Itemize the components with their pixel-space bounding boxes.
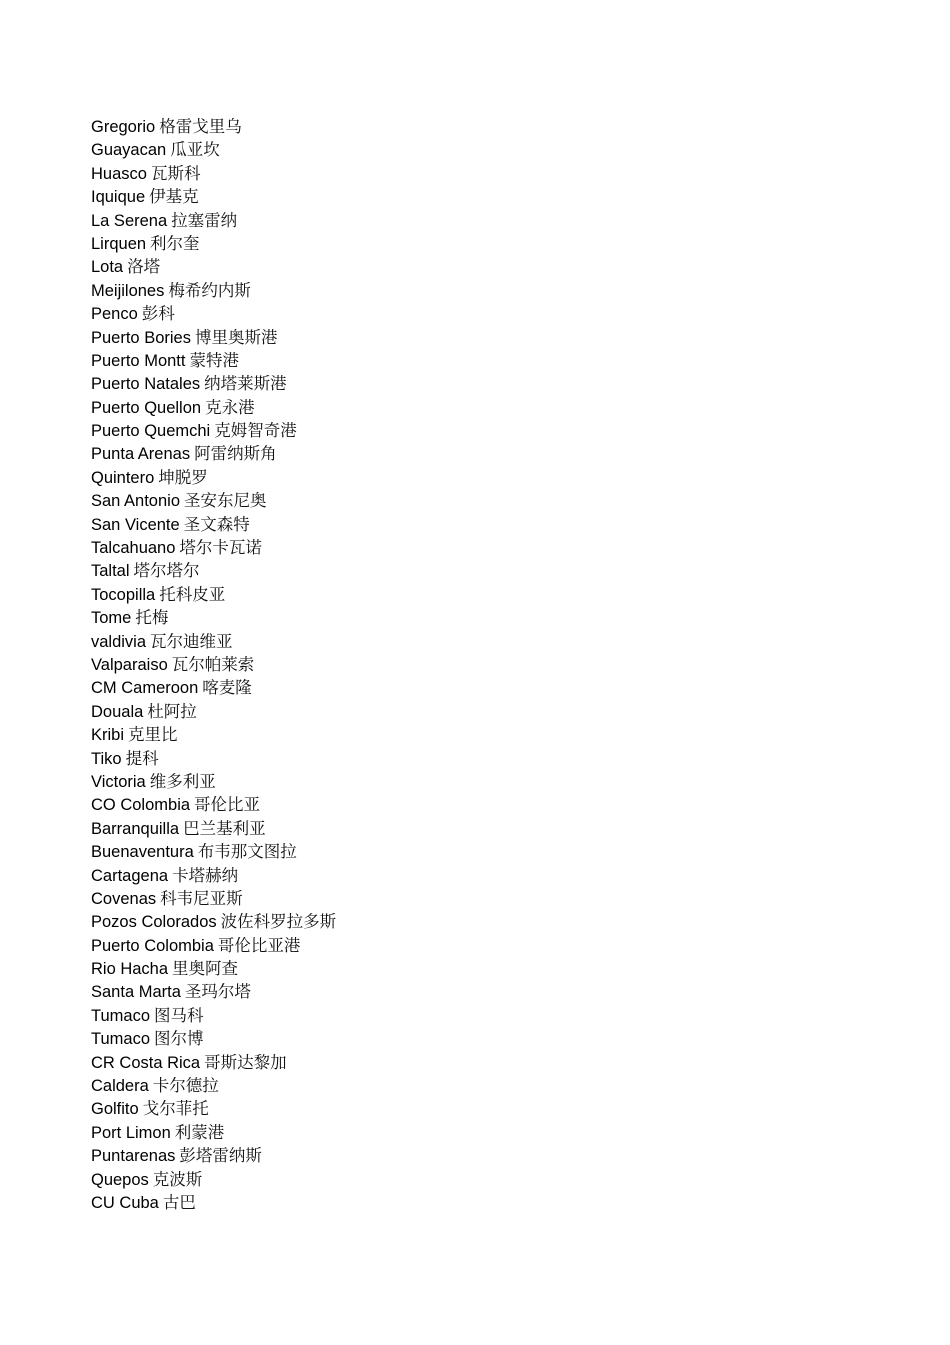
port-name-english: Port Limon (91, 1123, 171, 1142)
list-item (91, 419, 336, 442)
port-name-english: Tocopilla (91, 585, 156, 604)
port-name-chinese: 纳塔莱斯港 (204, 374, 287, 394)
list-item (91, 1027, 336, 1050)
port-name-english: CM Cameroon (91, 679, 199, 698)
port-name-english: Rio Hacha (91, 960, 169, 979)
list-item (91, 138, 336, 161)
port-name-english: Buenaventura (91, 843, 194, 862)
port-name-english: Valparaiso (91, 655, 168, 674)
port-name-chinese: 喀麦隆 (202, 678, 252, 698)
port-name-english: Victoria (91, 772, 146, 791)
port-name-chinese: 卡塔赫纳 (172, 865, 239, 885)
port-name-english: Puerto Colombia (91, 936, 214, 955)
list-item (91, 513, 336, 536)
list-item (91, 840, 336, 863)
port-name-english: San Vicente (91, 515, 180, 534)
port-name-chinese: 克姆智奇港 (214, 421, 297, 441)
port-name-english: Gregorio (91, 118, 156, 136)
list-item (91, 396, 336, 419)
list-item (91, 630, 336, 653)
port-name-english: Tumaco (91, 1030, 150, 1049)
port-name-english: Puerto Montt (91, 351, 186, 370)
list-item (91, 910, 336, 933)
port-name-chinese: 克波斯 (152, 1169, 203, 1189)
port-name-chinese: 波佐科罗拉多斯 (220, 912, 337, 932)
port-name-chinese: 维多利亚 (149, 771, 216, 791)
list-item (91, 559, 336, 582)
port-name-chinese: 克里比 (128, 725, 178, 745)
list-item (91, 279, 336, 302)
port-name-english: Pozos Colorados (91, 913, 217, 932)
port-name-chinese: 戈尔菲托 (142, 1099, 209, 1119)
list-item (91, 1097, 336, 1120)
port-name-chinese: 卡尔德拉 (152, 1076, 219, 1096)
port-name-english: Puerto Natales (91, 375, 201, 394)
list-item (91, 255, 336, 278)
list-item (91, 466, 336, 489)
list-item (91, 583, 336, 606)
port-name-english: Caldera (91, 1077, 149, 1096)
port-name-english: Guayacan (91, 141, 167, 160)
list-item (91, 606, 336, 629)
port-name-chinese: 拉塞雷纳 (171, 210, 238, 230)
port-name-chinese: 哥伦比亚港 (217, 935, 301, 955)
port-name-english: Cartagena (91, 866, 169, 885)
list-item (91, 372, 336, 395)
port-name-chinese: 利蒙港 (174, 1122, 225, 1142)
port-name-english: Puerto Quellon (91, 398, 202, 417)
port-name-chinese: 彭塔雷纳斯 (179, 1146, 262, 1166)
port-name-english: Quepos (91, 1170, 149, 1189)
list-item (91, 957, 336, 980)
port-name-chinese: 科韦尼亚斯 (160, 888, 243, 908)
list-item (91, 185, 336, 208)
port-name-chinese: 哥伦比亚 (194, 795, 261, 815)
port-name-chinese: 克永港 (205, 397, 255, 417)
port-name-english: Barranquilla (91, 819, 180, 838)
list-item (91, 209, 336, 232)
port-name-english: Lirquen (91, 234, 147, 253)
port-name-chinese: 蒙特港 (189, 350, 239, 370)
port-name-english: CU Cuba (91, 1193, 159, 1212)
port-name-chinese: 利尔奎 (150, 233, 200, 253)
list-item (91, 1004, 336, 1027)
port-name-english: Meijilones (91, 281, 165, 300)
port-name-english: Golfito (91, 1100, 139, 1119)
port-name-chinese: 塔尔塔尔 (133, 561, 200, 581)
port-name-english: Tiko (91, 749, 122, 768)
list-item (91, 1074, 336, 1097)
port-name-chinese: 阿雷纳斯角 (194, 444, 277, 464)
port-name-english: Tome (91, 609, 132, 628)
port-name-english: Taltal (91, 562, 130, 581)
port-name-english: CR Costa Rica (91, 1053, 201, 1072)
list-item (91, 349, 336, 372)
port-name-english: Penco (91, 305, 138, 324)
port-name-english: Iquique (91, 188, 146, 207)
list-item (91, 980, 336, 1003)
list-item (91, 442, 336, 465)
port-name-chinese: 洛塔 (127, 257, 161, 277)
port-name-english: Puerto Quemchi (91, 422, 211, 441)
list-item (91, 115, 336, 138)
port-name-english: Kribi (91, 726, 125, 745)
list-item (91, 162, 336, 185)
list-item (91, 489, 336, 512)
port-name-chinese: 瓦尔帕莱索 (171, 654, 255, 674)
port-name-chinese: 巴兰基利亚 (183, 818, 266, 838)
port-name-english: Talcahuano (91, 539, 176, 558)
port-name-chinese: 图尔博 (154, 1029, 204, 1049)
port-name-chinese: 杜阿拉 (147, 701, 197, 721)
list-item (91, 653, 336, 676)
port-name-chinese: 圣文森特 (183, 514, 250, 534)
port-name-chinese: 里奥阿查 (172, 959, 239, 979)
port-name-chinese: 瓦尔迪维亚 (150, 631, 233, 651)
port-name-chinese: 提科 (125, 748, 159, 768)
port-name-english: Quintero (91, 468, 155, 487)
list-item (91, 817, 336, 840)
list-item (91, 723, 336, 746)
port-name-english: Huasco (91, 164, 147, 183)
list-item (91, 864, 336, 887)
list-item (91, 1191, 336, 1214)
port-name-english: Covenas (91, 889, 157, 908)
port-name-chinese: 古巴 (162, 1192, 196, 1212)
list-item (91, 302, 336, 325)
port-name-english: Tumaco (91, 1006, 150, 1025)
list-item (91, 747, 336, 770)
port-name-english: San Antonio (91, 492, 180, 511)
list-item (91, 793, 336, 816)
port-name-chinese: 博里奥斯港 (194, 327, 278, 347)
list-item (91, 934, 336, 957)
port-name-english: valdivia (91, 632, 147, 651)
port-name-chinese: 伊基克 (149, 187, 199, 207)
port-name-list (91, 115, 336, 1214)
port-name-chinese: 哥斯达黎加 (204, 1052, 287, 1072)
port-name-chinese: 塔尔卡瓦诺 (179, 538, 262, 558)
list-item (91, 676, 336, 699)
port-name-chinese: 彭科 (141, 304, 175, 324)
port-name-english: Lota (91, 258, 124, 277)
port-name-english: Puntarenas (91, 1147, 176, 1166)
port-name-chinese: 托科皮亚 (159, 584, 226, 604)
port-name-english: La Serena (91, 211, 168, 230)
port-name-chinese: 瓜亚坎 (170, 140, 220, 160)
list-item (91, 770, 336, 793)
port-name-chinese: 梅希约内斯 (168, 280, 251, 300)
port-name-chinese: 圣安东尼奥 (184, 491, 267, 511)
list-item (91, 326, 336, 349)
port-name-chinese: 布韦那文图拉 (197, 842, 297, 862)
list-item (91, 1051, 336, 1074)
list-item (91, 1168, 336, 1191)
port-name-chinese: 图马科 (154, 1005, 204, 1025)
list-item (91, 536, 336, 559)
port-name-chinese: 格雷戈里乌 (159, 117, 242, 136)
list-item (91, 1121, 336, 1144)
port-name-chinese: 圣玛尔塔 (184, 982, 251, 1002)
port-name-english: Puerto Bories (91, 328, 191, 347)
port-name-english: Douala (91, 702, 144, 721)
list-item (91, 700, 336, 723)
port-name-english: Santa Marta (91, 983, 181, 1002)
list-item (91, 1144, 336, 1167)
port-name-english: CO Colombia (91, 796, 191, 815)
port-name-chinese: 坤脱罗 (158, 467, 208, 487)
list-item (91, 232, 336, 255)
port-name-chinese: 托梅 (135, 608, 169, 628)
port-name-english: Punta Arenas (91, 445, 191, 464)
list-item (91, 887, 336, 910)
port-name-chinese: 瓦斯科 (150, 163, 201, 183)
